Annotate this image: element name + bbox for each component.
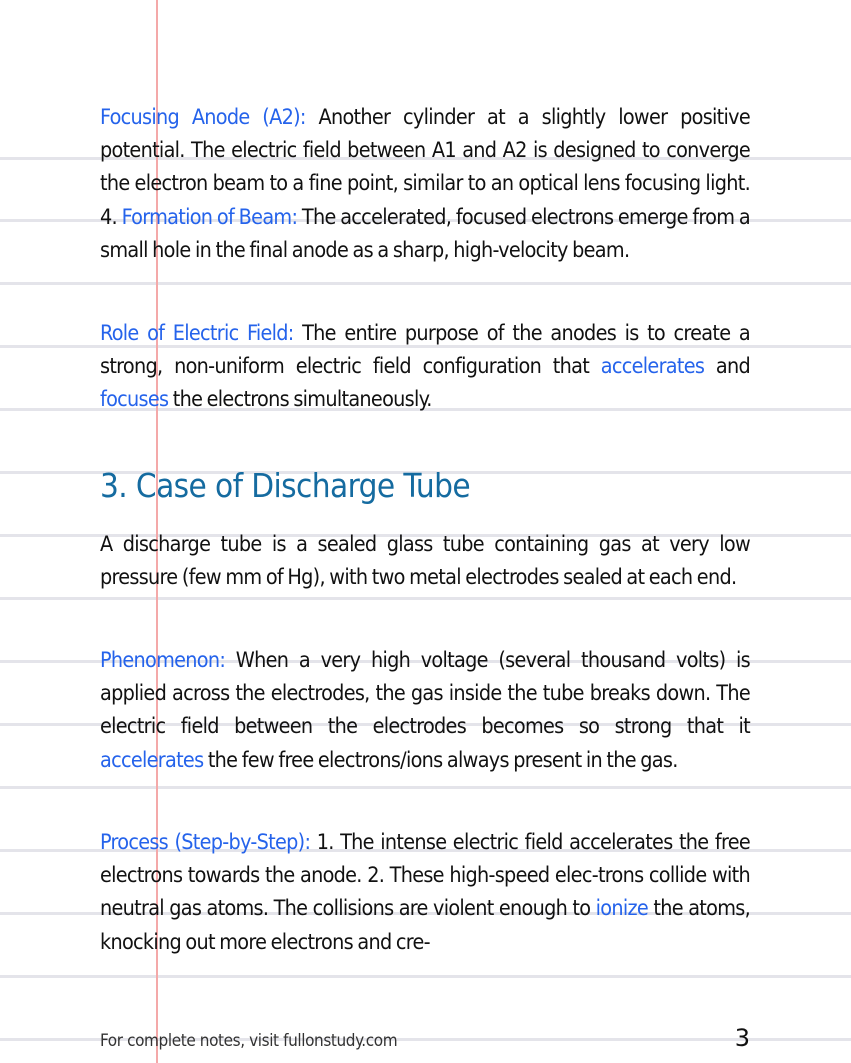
keyword: accelerates <box>100 747 204 773</box>
term-label: Phenomenon: <box>100 648 226 673</box>
term-label: Role of Electric Field: <box>100 321 294 346</box>
section3-process <box>100 826 750 975</box>
prev-section <box>100 101 750 283</box>
term-label: Focusing Anode (A2): <box>100 105 306 130</box>
paragraph-role-electric-field: Role of Electric Field: The entire purpose of the anodes is to create a strong, non-uniform electric field configuration that accelerates and focuses the electrons simultaneously. <box>100 321 750 413</box>
section3-phenomenon <box>100 644 750 793</box>
paragraph-phenomenon: Phenomenon: When a very high voltage (several thousand volts) is applied across the electrodes, the gas inside the tube breaks down. The electric field between the electrodes becomes so strong that it accelerates the few free electrons/ions always present in the gas. <box>100 648 750 773</box>
keyword: ionize <box>595 896 649 922</box>
keyword: accelerates <box>600 354 705 380</box>
paragraph-process: Process (Step-by-Step): 1. The intense electric field accelerates the free electrons towards the anode. 2. These high-speed elec-trons collide with neutral gas atoms. The collisions are violent enough to ionize the atoms, knocking out more electrons and cre- <box>100 830 750 955</box>
role-section <box>100 317 750 433</box>
section3-intro <box>100 528 750 610</box>
keyword: focuses <box>100 387 169 413</box>
section-heading: 3. Case of Discharge Tube <box>100 466 471 505</box>
term-label: Formation of Beam: <box>121 204 298 230</box>
page-footer <box>100 1024 750 1052</box>
page-number: 3 <box>734 1024 750 1052</box>
paragraph-focusing-anode: Focusing Anode (A2): Another cylinder at a slightly lower positive potential. The electric field between A1 and A2 is designed to converge the electron beam to a fine point, similar to an optical lens focusing light. 4. Formation of Beam: The accelerated, focused electrons emerge from a small hole in the final anode as a sharp, high-velocity beam. <box>100 105 750 263</box>
footer-text: For complete notes, visit fullonstudy.com <box>100 1031 398 1051</box>
rule-line <box>0 975 851 978</box>
paragraph-intro: A discharge tube is a sealed glass tube containing gas at very low pressure (few mm of Hg), with two metal electrodes sealed at each end. <box>100 532 750 591</box>
term-label: Process (Step-by-Step): <box>100 830 311 855</box>
